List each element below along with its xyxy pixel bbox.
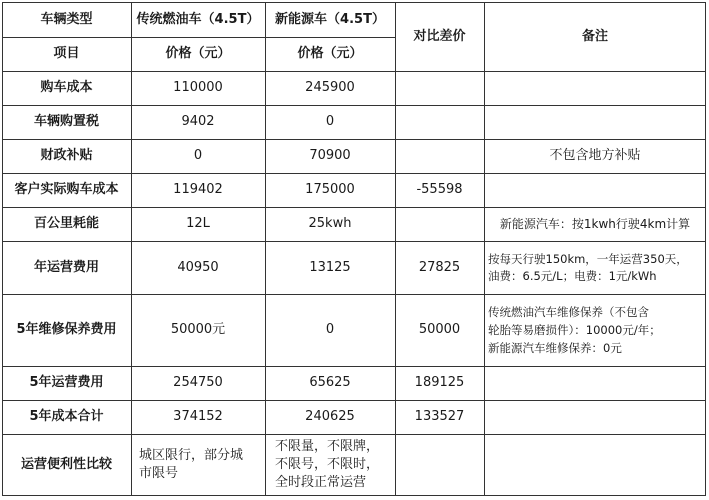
cell-remark: 不包含地方补贴 <box>549 148 641 163</box>
cell-diff <box>395 434 484 496</box>
cell-diff <box>395 105 484 139</box>
header-item: 项目 <box>53 46 80 61</box>
row-label: 财政补贴 <box>40 148 93 163</box>
cell-remark: 按每天行驶150km，一年运营350天， 油费：6.5元/L；电费：1元/kWh <box>488 251 688 283</box>
cell-remark <box>484 434 706 496</box>
header-price-conventional: 价格（元） <box>165 46 231 61</box>
cell-diff <box>395 71 484 105</box>
cell-ev: 175000 <box>305 182 355 197</box>
cell-diff <box>395 207 484 241</box>
header-price-ev: 价格（元） <box>297 46 363 61</box>
cell-conventional: 12L <box>186 216 210 231</box>
cell-remark <box>484 173 706 207</box>
row-label: 年运营费用 <box>33 259 99 275</box>
cell-conventional: 0 <box>193 148 203 163</box>
row-label: 5年维修保养费用 <box>16 322 117 337</box>
cell-diff <box>395 139 484 173</box>
cell-ev: 245900 <box>305 80 355 95</box>
cell-remark <box>484 105 706 139</box>
cell-conventional: 110000 <box>173 80 223 95</box>
row-label: 运营便利性比较 <box>20 457 112 472</box>
header-ev: 新能源车（4.5T） <box>275 11 385 27</box>
cell-conventional: 119402 <box>173 182 223 197</box>
header-diff: 对比差价 <box>413 28 466 44</box>
cell-ev: 240625 <box>305 409 355 424</box>
row-label: 百公里耗能 <box>33 216 99 231</box>
cell-conventional: 374152 <box>173 409 223 424</box>
cell-ev: 25kwh <box>308 216 352 231</box>
row-label: 购车成本 <box>40 80 93 95</box>
cell-remark <box>484 400 706 434</box>
cell-ev: 不限量，不限牌， 不限号，不限时， 全时段正常运营 <box>275 439 380 490</box>
cell-remark <box>484 366 706 400</box>
cell-diff: -55598 <box>416 182 463 197</box>
cell-conventional: 城区限行，部分城 市限号 <box>139 448 244 481</box>
cell-ev: 13125 <box>309 259 351 275</box>
cell-conventional: 254750 <box>173 375 223 390</box>
cell-ev: 65625 <box>309 375 351 390</box>
cell-remark <box>484 71 706 105</box>
cell-ev: 0 <box>325 114 335 129</box>
cell-diff: 50000 <box>418 322 461 337</box>
cell-conventional: 9402 <box>181 114 215 129</box>
row-label: 客户实际购车成本 <box>14 182 119 197</box>
cell-ev: 70900 <box>309 148 351 163</box>
cell-ev: 0 <box>325 322 335 337</box>
cell-remark: 传统燃油汽车维修保养（不包含 轮胎等易磨损件）：10000元/年； 新能源汽车维修保养：0元 <box>488 305 661 355</box>
cell-conventional: 50000元 <box>170 322 226 337</box>
row-label: 5年运营费用 <box>29 375 104 390</box>
row-label: 5年成本合计 <box>29 409 104 424</box>
header-remark: 备注 <box>581 28 608 44</box>
cell-diff: 189125 <box>414 375 465 390</box>
cell-remark: 新能源汽车：按1kwh行驶4km计算 <box>499 217 691 231</box>
header-vehicle-type: 车辆类型 <box>40 11 93 27</box>
cell-diff: 133527 <box>414 409 465 424</box>
cell-diff: 27825 <box>418 259 461 275</box>
header-conventional: 传统燃油车（4.5T） <box>136 11 260 27</box>
row-label: 车辆购置税 <box>33 114 99 129</box>
cell-conventional: 40950 <box>177 259 219 275</box>
